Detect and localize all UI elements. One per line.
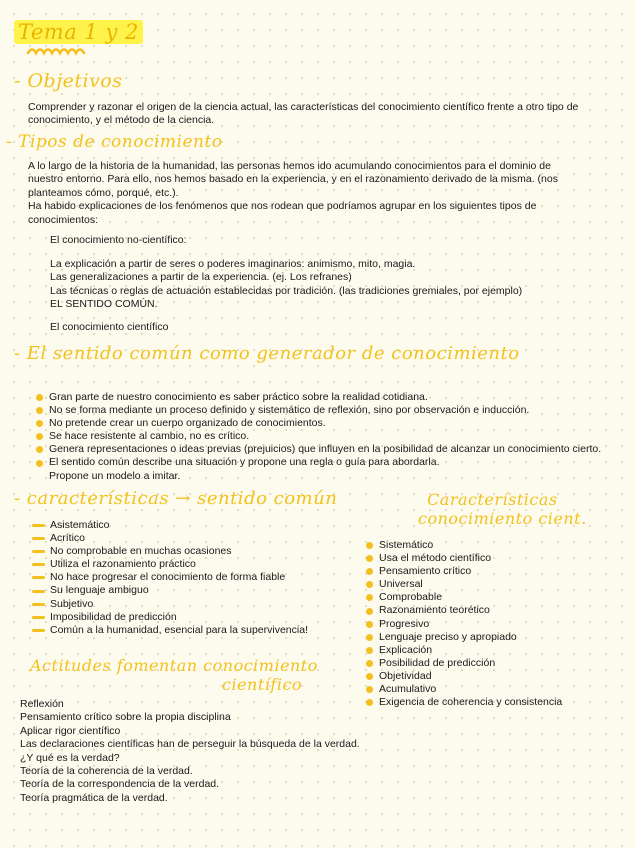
list-item: Teoría pragmática de la verdad. (20, 791, 168, 804)
sentido-comun-heading: - El sentido común como generador de conocimiento (14, 343, 520, 364)
dash-marker-icon (32, 563, 45, 566)
list-item: Pensamiento crítico sobre la propia disciplina (20, 711, 231, 724)
dash-marker-icon (32, 616, 45, 619)
page-title: Tema 1 y 2 (14, 20, 143, 44)
list-item: Comprobable (366, 591, 562, 604)
tipos-line: A lo largo de la historia de la humanidad, las personas hemos ido acumulando conocimientos para el dominio de (28, 160, 551, 172)
caracteristicas-cientifico-list (366, 539, 562, 709)
no-cientifico-list (50, 258, 522, 312)
objetivos-text: Comprender y razonar el origen de la ciencia actual, las características del conocimiento científico frente a otro tipo de conocimiento, y el método de la ciencia. (28, 101, 579, 127)
dash-marker-icon (32, 590, 45, 593)
dash-marker-icon (32, 550, 45, 553)
bullet-dot-icon (366, 555, 373, 562)
list-item: Aplicar rigor científico (20, 724, 121, 737)
list-item: Usa el método científico (366, 552, 562, 565)
list-item: Subjetivo (32, 598, 308, 611)
actitudes-heading: Actitudes fomentan conocimiento científico (30, 656, 318, 694)
actitudes-list (20, 698, 360, 805)
caracteristicas-list (32, 519, 308, 637)
list-item: Reflexión (20, 698, 64, 710)
bullet-dot-icon (366, 634, 373, 641)
bullet-dot-icon (366, 647, 373, 654)
list-item: No hace progresar el conocimiento de forma fiable (32, 571, 308, 584)
bullet-dot-icon (36, 446, 43, 453)
bullet-dot-icon (366, 660, 373, 667)
no-cientifico-item: Las generalizaciones a partir de la experiencia. (ej. Los refranes) (50, 271, 352, 284)
objetivos-heading: - Objetivos (14, 70, 123, 92)
tipos-line: planteamos cómo, porqué, etc.). (28, 186, 179, 199)
bullet-dot-icon (36, 433, 43, 440)
title-underline-scribble (26, 44, 90, 56)
list-item: Imposibilidad de predicción (32, 611, 308, 624)
bullet-dot-icon (36, 407, 43, 414)
bullet-dot-icon (366, 673, 373, 680)
bullet-dot-icon (366, 621, 373, 628)
bullet-dot-icon (366, 542, 373, 549)
bullet-dot-icon (366, 568, 373, 575)
list-item: ¿Y qué es la verdad? (20, 751, 120, 764)
list-item: Las declaraciones científicas han de perseguir la búsqueda de la verdad. (20, 738, 360, 751)
bullet-dot-icon (366, 699, 373, 706)
bullet-dot-icon (36, 394, 43, 401)
list-item: Universal (366, 578, 562, 591)
list-item: Sistemático (366, 539, 562, 552)
list-item: Se hace resistente al cambio, no es crítico. (36, 430, 601, 443)
list-item: Utiliza el razonamiento práctico (32, 558, 308, 571)
dash-marker-icon (32, 629, 45, 632)
list-item: Razonamiento teorético (366, 604, 562, 617)
caracteristicas-heading: - características → sentido común (14, 488, 338, 509)
no-cientifico-label: El conocimiento no-científico: (50, 234, 187, 246)
bullet-dot-icon (366, 608, 373, 615)
dash-marker-icon (32, 576, 45, 579)
list-item: Acrítico (32, 532, 308, 545)
sentido-comun-list (36, 391, 601, 483)
list-item: Común a la humanidad, esencial para la supervivencia! (32, 624, 308, 637)
list-item: Teoría de la correspondencia de la verdad. (20, 778, 220, 791)
bullet-dot-icon (366, 686, 373, 693)
list-item: El sentido común describe una situación y propone una regla o guía para abordarla. (36, 456, 601, 469)
bullet-dot-icon (366, 581, 373, 588)
dash-marker-icon (32, 603, 45, 606)
list-item: Posibilidad de predicción (366, 657, 562, 670)
no-cientifico-item: EL SENTIDO COMÚN. (50, 298, 158, 311)
dash-marker-icon (32, 524, 45, 527)
list-item: Genera representaciones o ideas previas (prejuicios) que influyen en la posibilidad de alcanzar un conocimiento cierto. (36, 443, 601, 456)
bullet-dot-icon (36, 420, 43, 427)
list-item: Exigencia de coherencia y consistencia (366, 696, 562, 709)
list-item: Teoría de la coherencia de la verdad. (20, 765, 193, 778)
dash-marker-icon (32, 537, 45, 540)
list-item: Acumulativo (366, 683, 562, 696)
list-item: Gran parte de nuestro conocimiento es saber práctico sobre la realidad cotidiana. (36, 391, 601, 404)
cientifico-label: El conocimiento científico (50, 321, 169, 333)
bullet-dot-icon (366, 594, 373, 601)
list-item: Pensamiento crítico (366, 565, 562, 578)
list-item: Asistemático (32, 519, 308, 532)
list-item: Lenguaje preciso y apropiado (366, 631, 562, 644)
tipos-line: conocimientos: (28, 213, 99, 226)
tipos-line: nuestro entorno. Para ello, nos hemos basado en la experiencia, y en el razonamiento derivado de la misma. (nos (28, 173, 558, 186)
caracteristicas-cientifico-heading: Características conocimiento cient. (418, 490, 587, 528)
list-item: Objetividad (366, 670, 562, 683)
list-item-continuation: Propone un modelo a imitar. (49, 469, 181, 482)
bullet-dot-icon (36, 460, 43, 467)
list-item: No pretende crear un cuerpo organizado de conocimientos. (36, 417, 601, 430)
tipos-intro (28, 160, 558, 227)
no-cientifico-item: La explicación a partir de seres o poderes imaginarios: animismo, mito, magia. (50, 258, 416, 270)
tipos-line: Ha habido explicaciones de los fenómenos que nos rodean que podríamos agrupar en los siguientes tipos de (28, 200, 537, 213)
no-cientifico-item: Las técnicas o reglas de actuación establecidas por tradición. (las tradiciones gremiales, por ejemplo) (50, 284, 523, 297)
list-item: Explicación (366, 644, 562, 657)
list-item: Su lenguaje ambiguo (32, 584, 308, 597)
list-item: No se forma mediante un proceso definido y sistemático de reflexión, sino por observación e inducción. (36, 404, 601, 417)
list-item: Progresivo (366, 618, 562, 631)
list-item: No comprobable en muchas ocasiones (32, 545, 308, 558)
tipos-heading: - Tipos de conocimiento (6, 132, 223, 152)
